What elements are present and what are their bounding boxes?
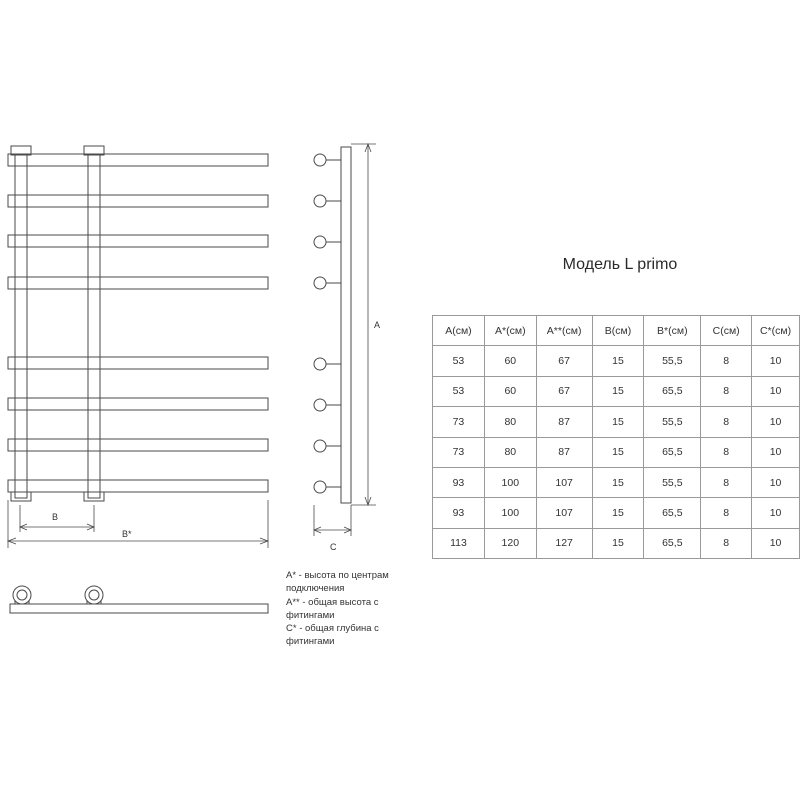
- table-cell: 8: [701, 376, 752, 406]
- table-cell: 65,5: [644, 376, 701, 406]
- dimension-a: [351, 144, 376, 505]
- side-view: [314, 144, 376, 536]
- table-cell: 15: [592, 346, 644, 376]
- table-cell: 8: [701, 498, 752, 528]
- column-header: B(см): [592, 316, 644, 346]
- table-cell: 10: [752, 437, 800, 467]
- side-profile: [341, 147, 351, 503]
- table-cell: 53: [433, 376, 485, 406]
- table-cell: 15: [592, 437, 644, 467]
- label-c: C: [330, 542, 337, 552]
- table-cell: 53: [433, 346, 485, 376]
- table-cell: 55,5: [644, 346, 701, 376]
- table-body: [433, 346, 800, 559]
- column-header: A**(см): [536, 316, 592, 346]
- table-cell: 67: [536, 346, 592, 376]
- table-cell: 100: [484, 498, 536, 528]
- table-cell: 55,5: [644, 467, 701, 497]
- table-cell: 73: [433, 407, 485, 437]
- legend-notes: [286, 569, 426, 649]
- dimension-c: [314, 505, 351, 536]
- table-cell: 113: [433, 528, 485, 558]
- table-row: [433, 376, 800, 406]
- table-cell: 107: [536, 498, 592, 528]
- column-header: C*(см): [752, 316, 800, 346]
- table-row: [433, 498, 800, 528]
- column-header: C(см): [701, 316, 752, 346]
- column-header: B*(см): [644, 316, 701, 346]
- table-cell: 8: [701, 528, 752, 558]
- table-cell: 60: [484, 376, 536, 406]
- table-header-row: [433, 316, 800, 346]
- column-header: A*(см): [484, 316, 536, 346]
- top-rail: [10, 604, 268, 613]
- model-title: Модель L primo: [562, 256, 678, 273]
- label-b: B: [52, 512, 59, 522]
- table-cell: 10: [752, 407, 800, 437]
- label-b-star: B*: [122, 529, 132, 539]
- side-rail-ends: [314, 154, 341, 493]
- table-cell: 87: [536, 407, 592, 437]
- table-cell: 10: [752, 498, 800, 528]
- table-cell: 8: [701, 467, 752, 497]
- dimension-table: [432, 315, 800, 559]
- table-cell: 10: [752, 528, 800, 558]
- note-c-star: C* - общая глубина с фитингами: [286, 623, 379, 648]
- table-cell: 107: [536, 467, 592, 497]
- label-a: A: [374, 320, 381, 330]
- note-a-double-star: A** - общая высота с фитингами: [286, 596, 379, 621]
- table-cell: 93: [433, 467, 485, 497]
- table-cell: 10: [752, 376, 800, 406]
- table-cell: 65,5: [644, 498, 701, 528]
- table-cell: 10: [752, 467, 800, 497]
- table-cell: 15: [592, 528, 644, 558]
- table-row: [433, 407, 800, 437]
- table-cell: 100: [484, 467, 536, 497]
- table-cell: 65,5: [644, 437, 701, 467]
- table-cell: 73: [433, 437, 485, 467]
- table-cell: 80: [484, 437, 536, 467]
- table-cell: 55,5: [644, 407, 701, 437]
- table-cell: 15: [592, 376, 644, 406]
- table-cell: 87: [536, 437, 592, 467]
- table-cell: 120: [484, 528, 536, 558]
- table-row: [433, 346, 800, 376]
- table-cell: 15: [592, 467, 644, 497]
- table-row: [433, 437, 800, 467]
- horizontal-rails: [8, 154, 268, 492]
- table-cell: 8: [701, 346, 752, 376]
- front-view: [8, 146, 268, 548]
- fitting-left-outer: [13, 586, 31, 604]
- vertical-collector-right: [84, 146, 104, 501]
- table-cell: 15: [592, 407, 644, 437]
- table-cell: 8: [701, 437, 752, 467]
- table-cell: 127: [536, 528, 592, 558]
- top-view: [10, 586, 268, 613]
- fitting-right-outer: [85, 586, 103, 604]
- fitting-left-inner: [17, 590, 27, 600]
- table-cell: 93: [433, 498, 485, 528]
- dimension-b-star: [8, 500, 268, 548]
- table-row: [433, 528, 800, 558]
- table-row: [433, 467, 800, 497]
- table-cell: 80: [484, 407, 536, 437]
- table-cell: 65,5: [644, 528, 701, 558]
- table-cell: 67: [536, 376, 592, 406]
- table-cell: 8: [701, 407, 752, 437]
- table-cell: 10: [752, 346, 800, 376]
- vertical-collector-left: [11, 146, 31, 501]
- column-header: A(см): [433, 316, 485, 346]
- table-cell: 15: [592, 498, 644, 528]
- fitting-right-inner: [89, 590, 99, 600]
- note-a-star: A* - высота по центрам подключения: [286, 570, 389, 595]
- table-cell: 60: [484, 346, 536, 376]
